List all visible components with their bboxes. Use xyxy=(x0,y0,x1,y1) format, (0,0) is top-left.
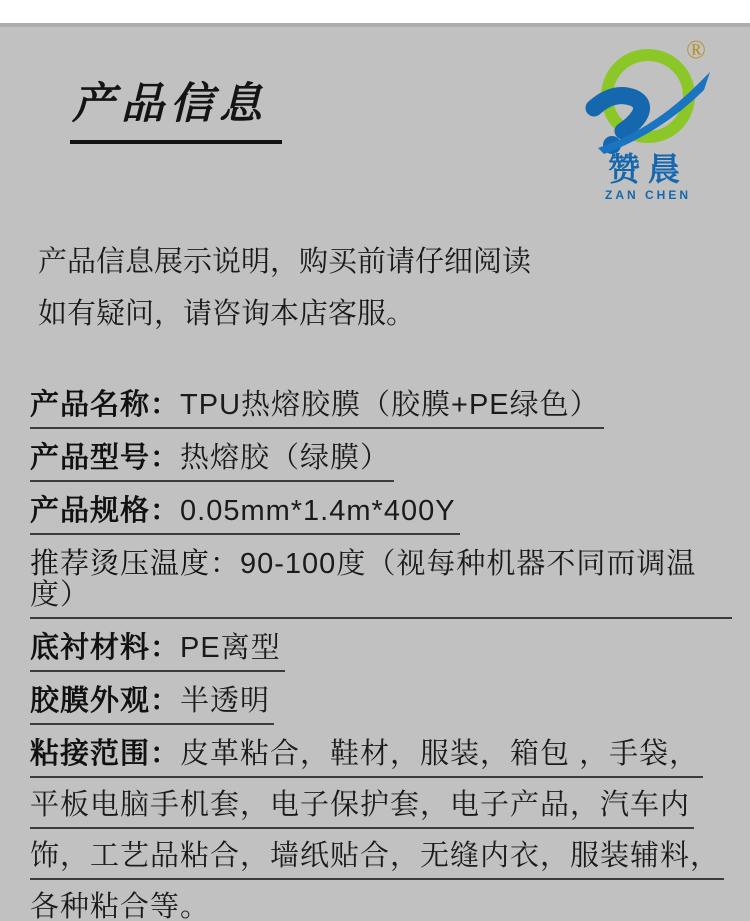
spec-underline: 饰，工艺品粘合，墙纸贴合，无缝内衣，服装辅料， xyxy=(30,841,724,880)
intro-line-2: 如有疑问，请咨询本店客服。 xyxy=(38,298,416,330)
spec-label: 推荐烫压温度： xyxy=(30,548,241,580)
page-title: 产品信息 xyxy=(70,70,282,144)
spec-underline xyxy=(30,739,703,778)
intro-note xyxy=(38,236,732,340)
spec-value: 皮革粘合，鞋材，服装，箱包 ，手袋， xyxy=(180,738,700,770)
bonding-range-line-2 xyxy=(30,790,732,829)
content-area xyxy=(0,27,750,921)
spec-row-film-appearance xyxy=(30,686,732,725)
top-white-band xyxy=(0,0,750,23)
logo-brand-en: ZAN CHEN xyxy=(605,188,691,202)
spec-underline xyxy=(30,686,274,725)
spec-row-press-temperature xyxy=(30,549,732,619)
spec-row-product-size xyxy=(30,496,732,535)
registered-trademark-icon: ® xyxy=(686,35,706,64)
spec-label: 产品名称： xyxy=(30,389,181,421)
spec-value: TPU热熔胶膜（胶膜+PE绿色） xyxy=(180,389,600,421)
bonding-range-block xyxy=(30,739,732,921)
spec-label: 粘接范围： xyxy=(30,738,181,770)
spec-label: 产品规格： xyxy=(30,495,181,527)
bonding-range-line-3 xyxy=(30,841,732,880)
intro-line-1: 产品信息展示说明，购买前请仔细阅读 xyxy=(38,246,532,278)
spec-underline xyxy=(30,633,285,672)
spec-row-backing-material xyxy=(30,633,732,672)
spec-underline xyxy=(30,390,604,429)
spec-underline xyxy=(30,549,732,619)
spec-label: 产品型号： xyxy=(30,442,181,474)
spec-value: PE离型 xyxy=(180,632,281,664)
spec-list xyxy=(30,390,732,921)
spec-underline xyxy=(30,443,394,482)
spec-value: 半透明 xyxy=(180,685,271,717)
bonding-range-line-4 xyxy=(30,892,732,921)
spec-row-product-name xyxy=(30,390,732,429)
logo-brand-cn: 赞晨 xyxy=(607,151,689,187)
spec-underline: 各种粘合等。 xyxy=(30,892,214,921)
spec-value: 热熔胶（绿膜） xyxy=(180,442,391,474)
spec-label: 胶膜外观： xyxy=(30,685,181,717)
spec-underline xyxy=(30,496,460,535)
spec-row-product-model xyxy=(30,443,732,482)
spec-underline: 平板电脑手机套，电子保护套，电子产品，汽车内 xyxy=(30,790,694,829)
spec-value: 0.05mm*1.4m*400Y xyxy=(180,495,456,527)
bonding-range-line-1 xyxy=(30,739,732,778)
spec-label: 底衬材料： xyxy=(30,632,181,664)
spec-value: 90-100度（视每种机器不同而调温度） xyxy=(30,548,697,611)
